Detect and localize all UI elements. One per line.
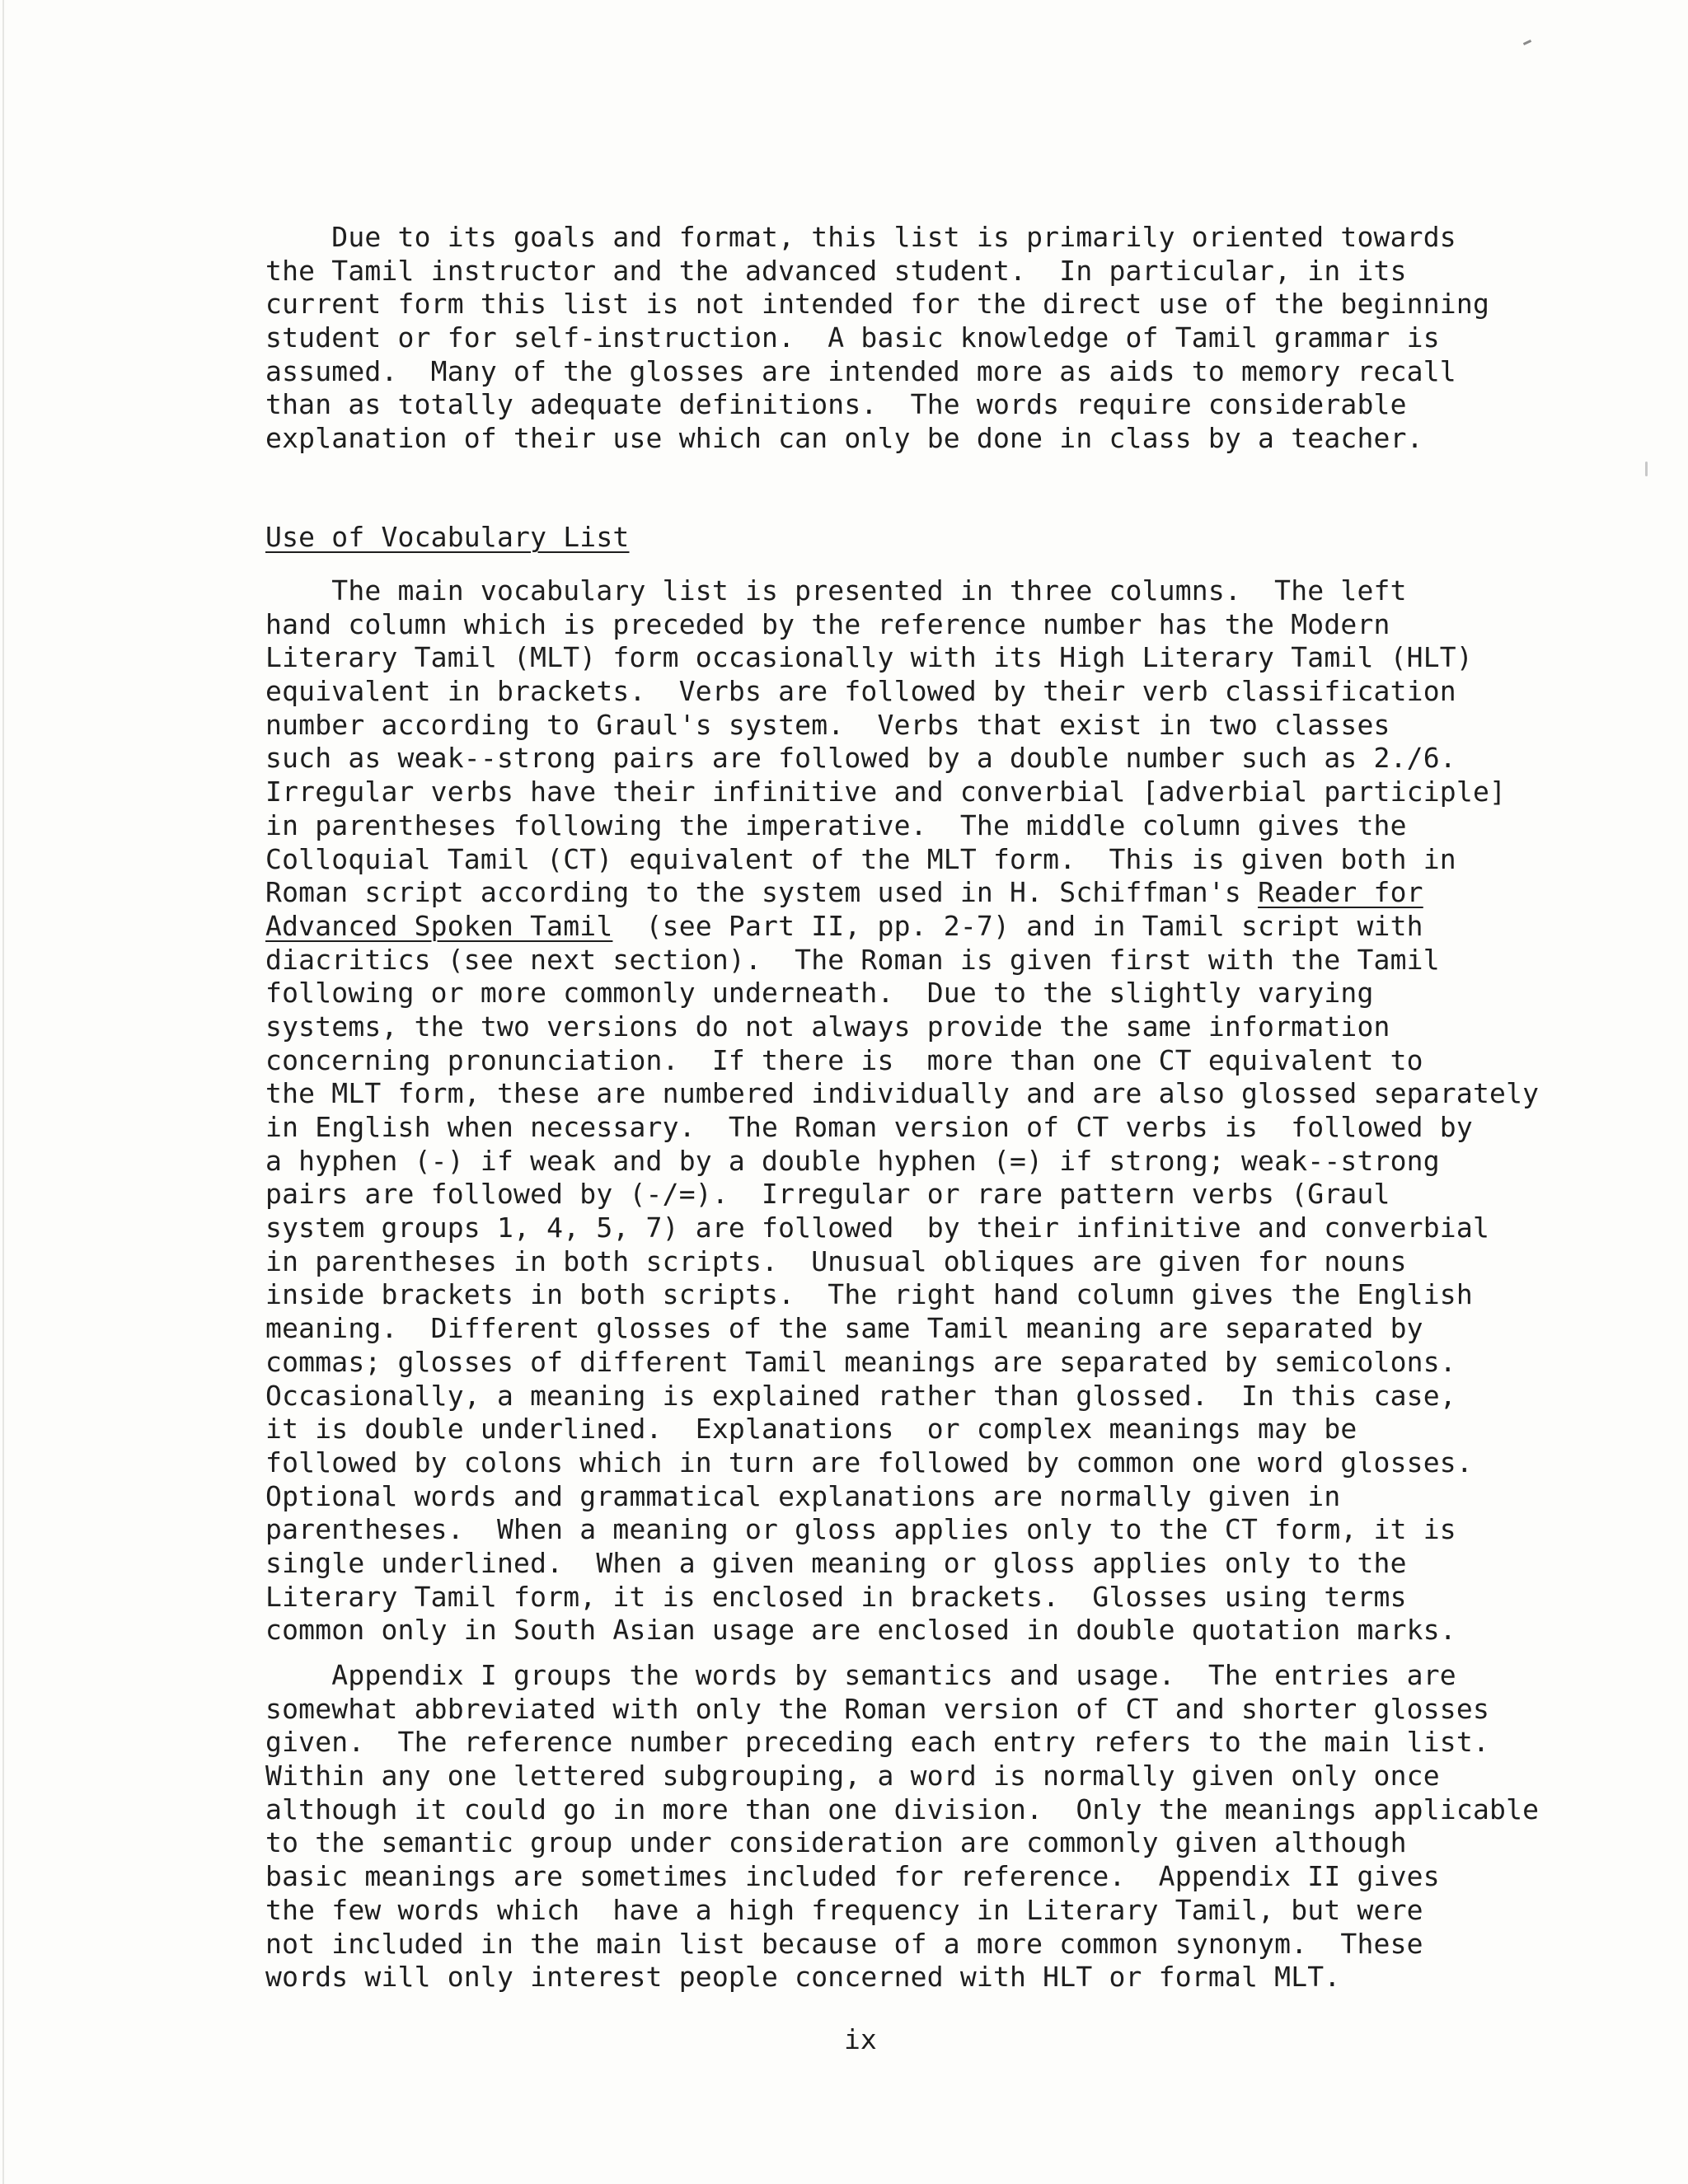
- text-line: following or more commonly underneath. Due to the slightly varying: [265, 977, 1374, 1010]
- text-line: it is double underlined. Explanations or complex meanings may be: [265, 1413, 1357, 1446]
- text-line: systems, the two versions do not always provide the same information: [265, 1010, 1390, 1043]
- text-line: concerning pronunciation. If there is more than one CT equivalent to: [265, 1043, 1423, 1076]
- text-line: basic meanings are sometimes included for reference. Appendix II gives: [265, 1860, 1440, 1893]
- text-line: the MLT form, these are numbered individually and are also glossed separately: [265, 1077, 1540, 1110]
- text-line: although it could go in more than one division. Only the meanings applicable: [265, 1793, 1540, 1825]
- text-line: a hyphen (-) if weak and by a double hyphen (=) if strong; weak--strong: [265, 1144, 1440, 1177]
- text-line: given. The reference number preceding each entry refers to the main list.: [265, 1726, 1490, 1759]
- text-line: explanation of their use which can only be done in class by a teacher.: [265, 422, 1423, 455]
- text-line: to the semantic group under consideration are commonly given although: [265, 1826, 1407, 1859]
- appendix-paragraph: [265, 1659, 1592, 1994]
- text-line: Occasionally, a meaning is explained rather than glossed. In this case,: [265, 1379, 1456, 1412]
- scan-edge: [2, 0, 4, 2184]
- text-line: followed by colons which in turn are followed by common one word glosses.: [265, 1446, 1473, 1479]
- stray-mark: [1523, 40, 1531, 45]
- book-title: Reader for: [1258, 876, 1423, 909]
- text-line: student or for self-instruction. A basic knowledge of Tamil grammar is: [265, 321, 1440, 354]
- text-line: number according to Graul's system. Verbs that exist in two classes: [265, 708, 1390, 741]
- text-line: inside brackets in both scripts. The right hand column gives the English: [265, 1278, 1473, 1311]
- text-line: system groups 1, 4, 5, 7) are followed by their infinitive and converbial: [265, 1212, 1490, 1244]
- text-line: in parentheses in both scripts. Unusual obliques are given for nouns: [265, 1244, 1407, 1277]
- text-line: [265, 910, 1592, 944]
- text-line: equivalent in brackets. Verbs are followed by their verb classification: [265, 675, 1456, 708]
- text-line: than as totally adequate definitions. The words require considerable: [265, 388, 1407, 421]
- text-line: in parentheses following the imperative. The middle column gives the: [265, 808, 1407, 841]
- text-line: single underlined. When a given meaning or gloss applies only to the: [265, 1546, 1407, 1579]
- text-segment: (see Part II, pp. 2-7) and in Tamil script with: [612, 909, 1423, 942]
- book-title: Advanced Spoken Tamil: [265, 909, 613, 942]
- text-line: Due to its goals and format, this list is primarily oriented towards: [265, 221, 1456, 253]
- text-line: common only in South Asian usage are enclosed in double quotation marks.: [265, 1614, 1456, 1647]
- text-line: current form this list is not intended for the direct use of the beginning: [265, 288, 1490, 321]
- text-line: Appendix I groups the words by semantics and usage. The entries are: [265, 1659, 1456, 1691]
- section-heading: Use of Vocabulary List: [265, 521, 630, 553]
- text-line: Literary Tamil (MLT) form occasionally with its High Literary Tamil (HLT): [265, 641, 1473, 674]
- text-line: Within any one lettered subgrouping, a word is normally given only once: [265, 1760, 1440, 1793]
- intro-paragraph: [265, 221, 1592, 456]
- text-line: the few words which have a high frequency in Literary Tamil, but were: [265, 1893, 1423, 1926]
- text-line: [265, 876, 1592, 910]
- text-segment: Roman script according to the system used in H. Schiffman's: [265, 876, 1259, 909]
- text-line: hand column which is preceded by the reference number has the Modern: [265, 607, 1390, 640]
- text-line: pairs are followed by (-/=). Irregular or rare pattern verbs (Graul: [265, 1178, 1390, 1211]
- text-line: The main vocabulary list is presented in three columns. The left: [265, 574, 1407, 607]
- text-line: the Tamil instructor and the advanced student. In particular, in its: [265, 254, 1407, 287]
- text-line: words will only interest people concerned with HLT or formal MLT.: [265, 1961, 1341, 1994]
- text-line: diacritics (see next section). The Roman is given first with the Tamil: [265, 943, 1440, 976]
- text-line: assumed. Many of the glosses are intended more as aids to memory recall: [265, 354, 1456, 387]
- text-line: meaning. Different glosses of the same Tamil meaning are separated by: [265, 1312, 1423, 1345]
- text-line: commas; glosses of different Tamil meanings are separated by semicolons.: [265, 1345, 1456, 1378]
- stray-mark: [1645, 462, 1648, 476]
- vocabulary-list-paragraph: [265, 574, 1592, 1647]
- text-line: not included in the main list because of a more common synonym. These: [265, 1927, 1423, 1960]
- text-line: Colloquial Tamil (CT) equivalent of the MLT form. This is given both in: [265, 842, 1456, 875]
- text-line: such as weak--strong pairs are followed by a double number such as 2./6.: [265, 742, 1456, 775]
- text-line: in English when necessary. The Roman version of CT verbs is followed by: [265, 1111, 1473, 1143]
- text-line: somewhat abbreviated with only the Roman version of CT and shorter glosses: [265, 1692, 1490, 1725]
- text-line: parentheses. When a meaning or gloss applies only to the CT form, it is: [265, 1513, 1456, 1546]
- text-line: Optional words and grammatical explanations are normally given in: [265, 1479, 1341, 1512]
- text-line: Irregular verbs have their infinitive and converbial [adverbial participle]: [265, 776, 1507, 808]
- text-line: Literary Tamil form, it is enclosed in brackets. Glosses using terms: [265, 1580, 1407, 1613]
- page-number: ix: [844, 2023, 877, 2055]
